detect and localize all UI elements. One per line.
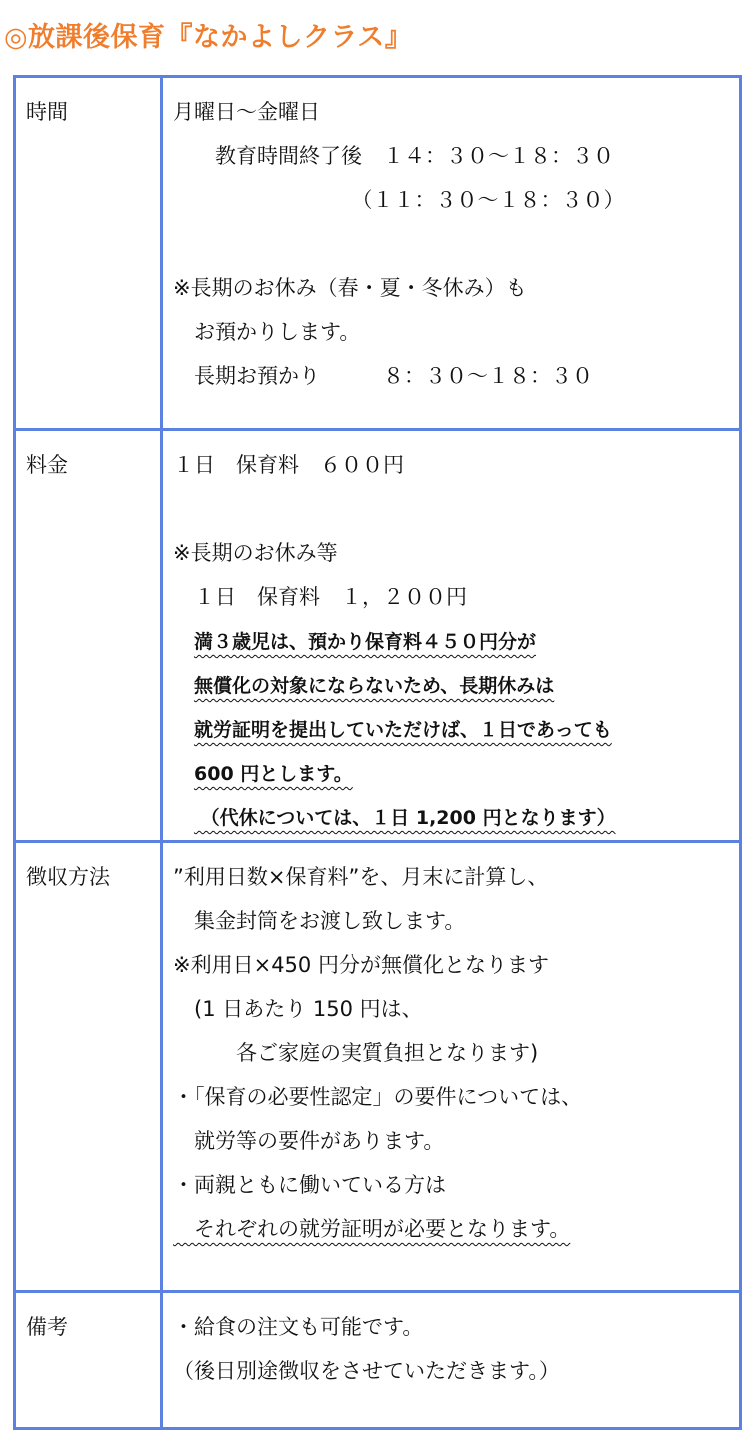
fee-line-blank <box>173 487 739 531</box>
label-cell-remarks <box>15 1292 162 1429</box>
remarks-line-2: （後日別途徴収をさせていただきます。） <box>173 1359 560 1383</box>
collection-line-8: ・両親ともに働いている方は <box>173 1173 446 1197</box>
fee-line-4: １日 保育料 １，２００円 <box>173 585 467 609</box>
row-label-collection: 徴収方法 <box>26 865 110 889</box>
label-cell-fee <box>15 430 162 842</box>
fee-note-line-5: （代休については、１日 1,200 円となります） <box>194 807 616 829</box>
page-title: ◎放課後保育『なかよしクラス』 <box>4 22 413 53</box>
fee-note-line-3: 就労証明を提出していただけば、１日であっても <box>194 719 612 741</box>
collection-line-5: 各ご家庭の実質負担となります) <box>173 1041 539 1065</box>
time-line-2: 教育時間終了後 １４：３０～１８：３０ <box>173 144 614 168</box>
collection-line-4: (1 日あたり 150 円は、 <box>173 997 423 1021</box>
time-line-6: お預かりします。 <box>173 320 361 344</box>
fee-line-3: ※長期のお休み等 <box>173 541 338 565</box>
label-cell-time <box>15 77 162 430</box>
collection-line-3: ※利用日×450 円分が無償化となります <box>173 953 549 977</box>
content-cell-remarks <box>162 1292 741 1429</box>
row-label-remarks: 備考 <box>26 1315 68 1339</box>
collection-line-9 <box>173 1207 739 1251</box>
collection-line-2: 集金封筒をお渡し致します。 <box>173 909 466 933</box>
fee-note-block <box>173 619 739 839</box>
table-row-fee <box>15 430 741 842</box>
fee-note-line-1: 満３歳児は、預かり保育料４５０円分が <box>194 631 537 653</box>
row-label-time: 時間 <box>26 100 68 124</box>
table-row-remarks <box>15 1292 741 1429</box>
content-cell-time <box>162 77 741 430</box>
table-row-collection <box>15 842 741 1292</box>
fee-line-1: １日 保育料 ６００円 <box>173 453 404 477</box>
collection-line-9-text: それぞれの就労証明が必要となります。 <box>173 1217 571 1241</box>
row-label-fee: 料金 <box>26 453 68 477</box>
collection-line-6: ・「保育の必要性認定」の要件については、 <box>173 1085 583 1109</box>
content-cell-fee <box>162 430 741 842</box>
fee-note-line-4: 600 円とします。 <box>194 763 353 785</box>
time-line-5: ※長期のお休み（春・夏・冬休み）も <box>173 276 527 300</box>
info-table <box>13 75 742 1430</box>
time-line-3: （１１：３０～１８：３０） <box>173 188 625 212</box>
table-row-time <box>15 77 741 430</box>
time-line-blank <box>173 222 739 266</box>
fee-note-line-2: 無償化の対象にならないため、長期休みは <box>194 675 555 697</box>
content-cell-collection <box>162 842 741 1292</box>
label-cell-collection <box>15 842 162 1292</box>
time-line-1: 月曜日～金曜日 <box>173 100 320 124</box>
collection-line-7: 就労等の要件があります。 <box>173 1129 445 1153</box>
collection-line-1: ”利用日数×保育料”を、月末に計算し、 <box>173 865 549 889</box>
remarks-line-1: ・給食の注文も可能です。 <box>173 1315 424 1339</box>
time-line-7: 長期お預かり ８：３０～１８：３０ <box>173 364 593 388</box>
